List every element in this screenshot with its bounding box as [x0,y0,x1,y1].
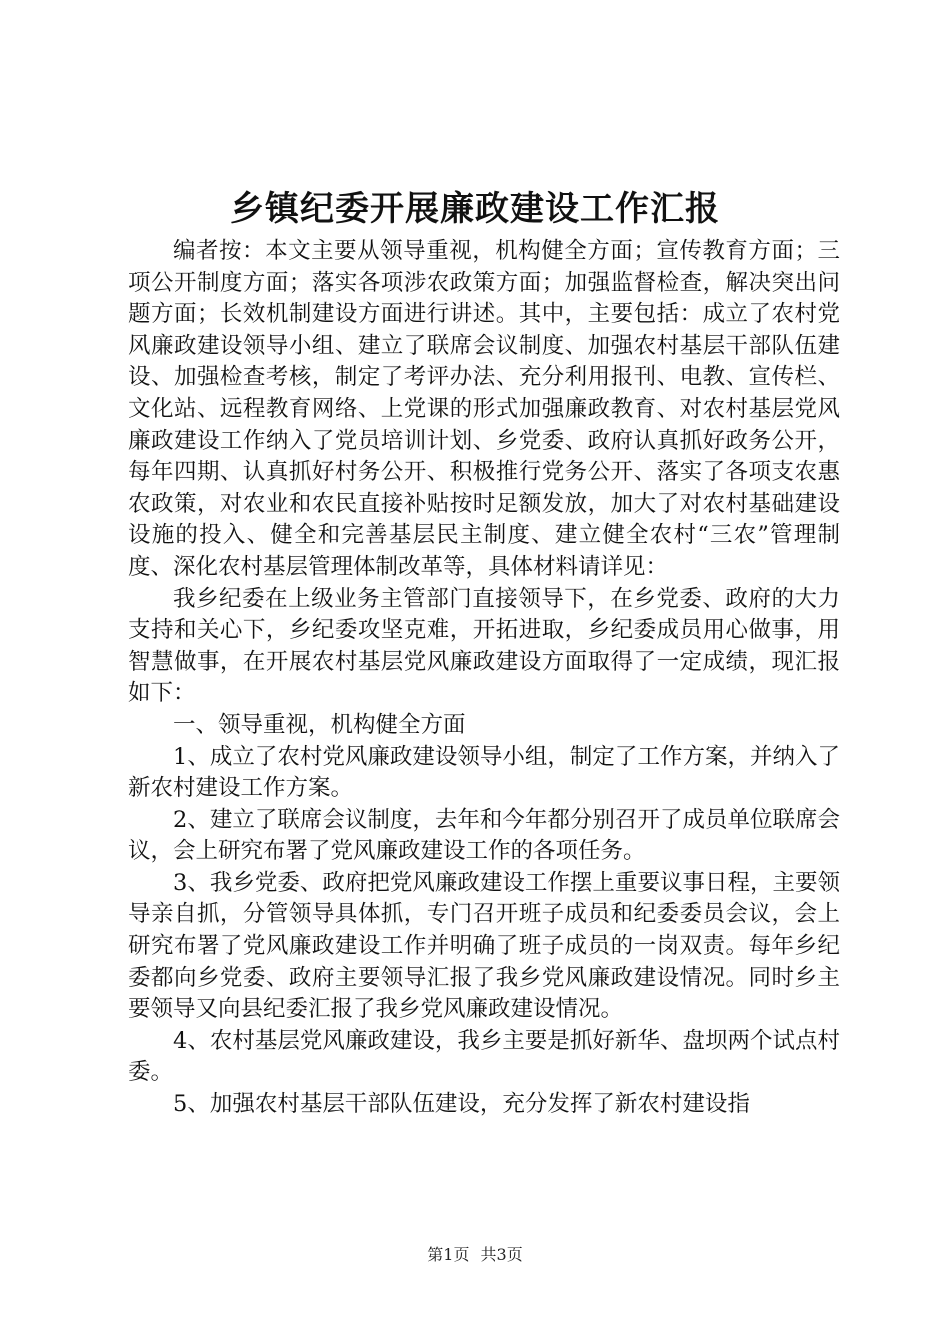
document-title: 乡镇纪委开展廉政建设工作汇报 [230,189,720,229]
document-body [128,236,840,1121]
editor-note-paragraph: 编者按：本文主要从领导重视，机构健全方面；宣传教育方面；三项公开制度方面；落实各项涉农政策方面；加强监督检查，解决突出问题方面；长效机制建设方面进行讲述。其中，主要包括：成立了农村党风廉政建设领导小组、建立了联席会议制度、加强农村基层干部队伍建设、加强检查考核，制定了考评办法、充分利用报刊、电教、宣传栏、文化站、远程教育网络、上党课的形式加强廉政教育、对农村基层党风廉政建设工作纳入了党员培训计划、乡党委、政府认真抓好政务公开，每年四期、认真抓好村务公开、积极推行党务公开、落实了各项支农惠农政策，对农业和农民直接补贴按时足额发放，加大了对农村基础建设设施的投入、健全和完善基层民主制度、建立健全农村“三农”管理制度、深化农村基层管理体制改革等，具体材料请详见： [128,238,840,580]
list-item: 4、农村基层党风廉政建设，我乡主要是抓好新华、盘坝两个试点村委。 [128,1027,840,1086]
list-item: 3、我乡党委、政府把党风廉政建设工作摆上重要议事日程，主要领导亲自抓，分管领导具体抓，专门召开班子成员和纪委委员会议，会上研究布署了党风廉政建设工作并明确了班子成员的一岗双责。每年乡纪委都向乡党委、政府主要领导汇报了我乡党风廉政建设情况。同时乡主要领导又向县纪委汇报了我乡党风廉政建设情况。 [128,869,840,1023]
list-item: 5、加强农村基层干部队伍建设，充分发挥了新农村建设指 [173,1091,750,1118]
list-item: 2、建立了联席会议制度，去年和今年都分别召开了成员单位联席会议，会上研究布署了党风廉政建设工作的各项任务。 [128,806,840,865]
list-item: 1、成立了农村党风廉政建设领导小组，制定了工作方案，并纳入了新农村建设工作方案。 [128,743,840,802]
page-footer [0,1244,950,1266]
intro-paragraph: 我乡纪委在上级业务主管部门直接领导下，在乡党委、政府的大力支持和关心下，乡纪委攻坚克难，开拓进取，乡纪委成员用心做事，用智慧做事，在开展农村基层党风廉政建设方面取得了一定成绩，现汇报如下： [128,585,840,707]
section-heading: 一、领导重视，机构健全方面 [173,711,466,738]
page-total: 共3页 [480,1245,523,1264]
page-number: 第1页 [427,1245,470,1264]
